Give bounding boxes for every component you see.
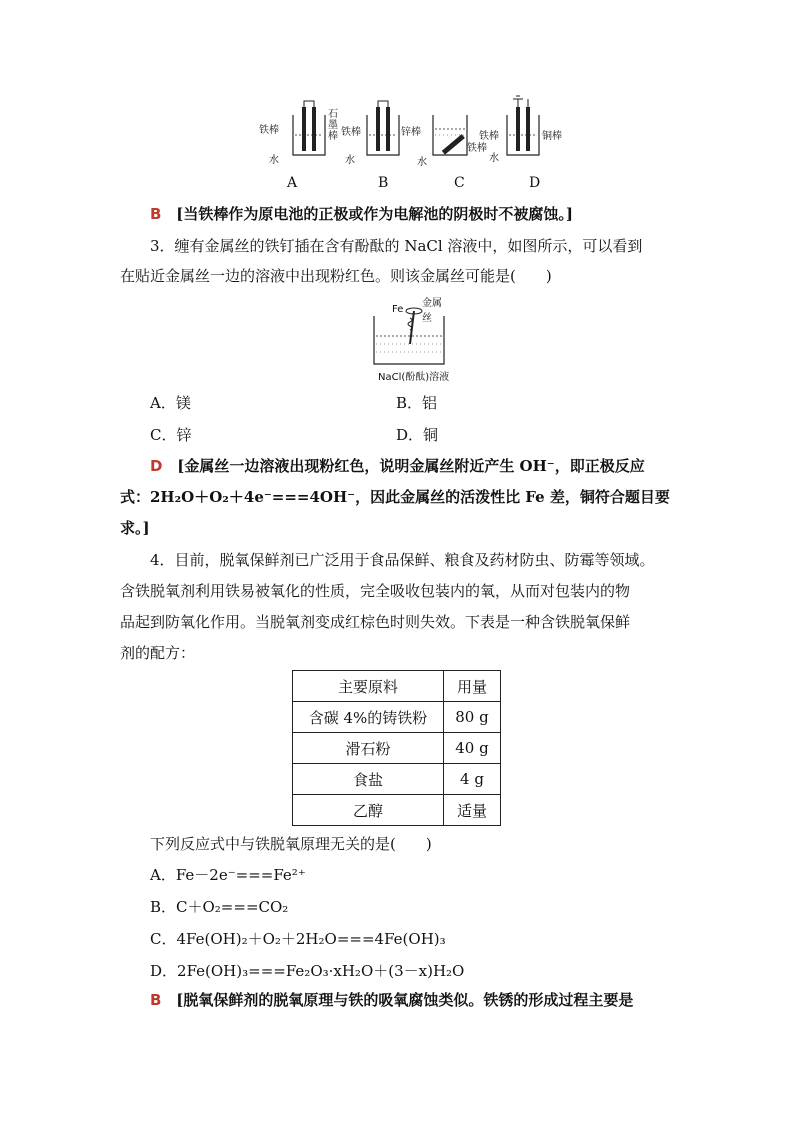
label-water-b: 水: [345, 155, 355, 166]
table-row: [293, 795, 501, 826]
recipe-table: [292, 670, 501, 826]
q4-option-c: C．4Fe(OH)₂＋O₂＋2H₂O===4Fe(OH)₃: [150, 930, 446, 948]
figure-label-d: D: [529, 175, 541, 191]
electrochem-figure: [255, 95, 565, 195]
table-cell: 40 g: [444, 733, 501, 764]
beaker-d: [507, 96, 539, 155]
beaker-a: [293, 101, 325, 155]
q2-answer-letter: B: [150, 205, 162, 223]
label-water-a: 水: [269, 155, 279, 166]
figure-label-c: C: [454, 175, 465, 191]
q4-option-b: B．C＋O₂===CO₂: [150, 898, 289, 916]
q4-line-3: 品起到防氧化作用。当脱氧剂变成红棕色时则失效。下表是一种含铁脱氧保鲜: [120, 613, 631, 631]
q4-line-2: 含铁脱氧剂利用铁易被氧化的性质，完全吸收包装内的氧，从而对包装内的物: [120, 582, 631, 600]
q3-answer-letter: D: [150, 457, 163, 475]
q2-answer: [150, 204, 573, 224]
q4-answer-letter: B: [150, 991, 162, 1009]
label-graphite-rod: 石墨棒: [328, 109, 338, 142]
table-cell: 4 g: [444, 764, 501, 795]
q3-line-1: 3．缠有金属丝的铁钉插在含有酚酞的 NaCl 溶液中，如图所示，可以看到: [150, 237, 643, 255]
table-cell: 滑石粉: [293, 733, 444, 764]
label-iron-rod-a: 铁棒: [259, 125, 279, 136]
q4-question: 下列反应式中与铁脱氧原理无关的是( ): [150, 835, 432, 853]
q3-option-a: A．镁: [150, 394, 191, 412]
table-cell: 适量: [444, 795, 501, 826]
figure-label-b: B: [378, 175, 389, 191]
label-water-d: 水: [489, 153, 499, 164]
table-header-row: [293, 671, 501, 702]
table-row: [293, 702, 501, 733]
label-zinc-rod: 锌棒: [401, 127, 421, 138]
q3-option-b: B．铝: [396, 394, 438, 412]
q3-answer-line-1: [金属丝一边溶液出现粉红色，说明金属丝附近产生 OH⁻，即正极反应: [177, 457, 645, 475]
q4-line-4: 剂的配方：: [120, 644, 196, 662]
q4-answer: [150, 990, 633, 1010]
q4-line-1: 4．目前，脱氧保鲜剂已广泛用于食品保鲜、粮食及药材防虫、防霉等领域。: [150, 551, 655, 569]
table-row: [293, 733, 501, 764]
q3-label-solution: NaCl(酚酞)溶液: [378, 372, 450, 383]
table-header-material: 主要原料: [293, 671, 444, 702]
q3-answer-line-2: 式：2H₂O＋O₂＋4e⁻===4OH⁻，因此金属丝的活泼性比 Fe 差，铜符合题目要: [120, 488, 670, 506]
table-cell: 食盐: [293, 764, 444, 795]
label-copper-rod: 铜棒: [542, 131, 562, 142]
table-row: [293, 764, 501, 795]
label-iron-rod-c: 铁棒: [467, 143, 487, 154]
q4-option-d: D．2Fe(OH)₃===Fe₂O₃·xH₂O＋(3－x)H₂O: [150, 962, 465, 980]
table-cell: 80 g: [444, 702, 501, 733]
q3-figure: [370, 294, 450, 384]
label-iron-rod-d: 铁棒: [479, 131, 499, 142]
label-iron-rod-b: 铁棒: [341, 127, 361, 138]
table-header-amount: 用量: [444, 671, 501, 702]
figure-label-a: A: [287, 175, 298, 191]
beaker-b: [367, 101, 399, 155]
table-cell: 含碳 4%的铸铁粉: [293, 702, 444, 733]
label-water-c: 水: [417, 157, 427, 168]
beaker-diagram: [255, 95, 565, 195]
q3-line-2: 在贴近金属丝一边的溶液中出现粉红色。则该金属丝可能是( ): [120, 267, 552, 285]
q3-option-c: C．锌: [150, 426, 192, 444]
q4-option-a: A．Fe－2e⁻===Fe²⁺: [150, 866, 306, 884]
q2-answer-text: [当铁棒作为原电池的正极或作为电解池的阴极时不被腐蚀。]: [176, 205, 573, 223]
q3-label-wire: 金属丝: [422, 298, 442, 324]
table-cell: 乙醇: [293, 795, 444, 826]
q3-label-fe: Fe: [392, 304, 404, 315]
beaker-c: [433, 115, 467, 155]
q3-answer-line-3: 求。]: [120, 519, 150, 537]
q3-option-d: D．铜: [396, 426, 439, 444]
q4-answer-text: [脱氧保鲜剂的脱氧原理与铁的吸氧腐蚀类似。铁锈的形成过程主要是: [176, 991, 634, 1009]
q3-answer: [150, 456, 645, 476]
